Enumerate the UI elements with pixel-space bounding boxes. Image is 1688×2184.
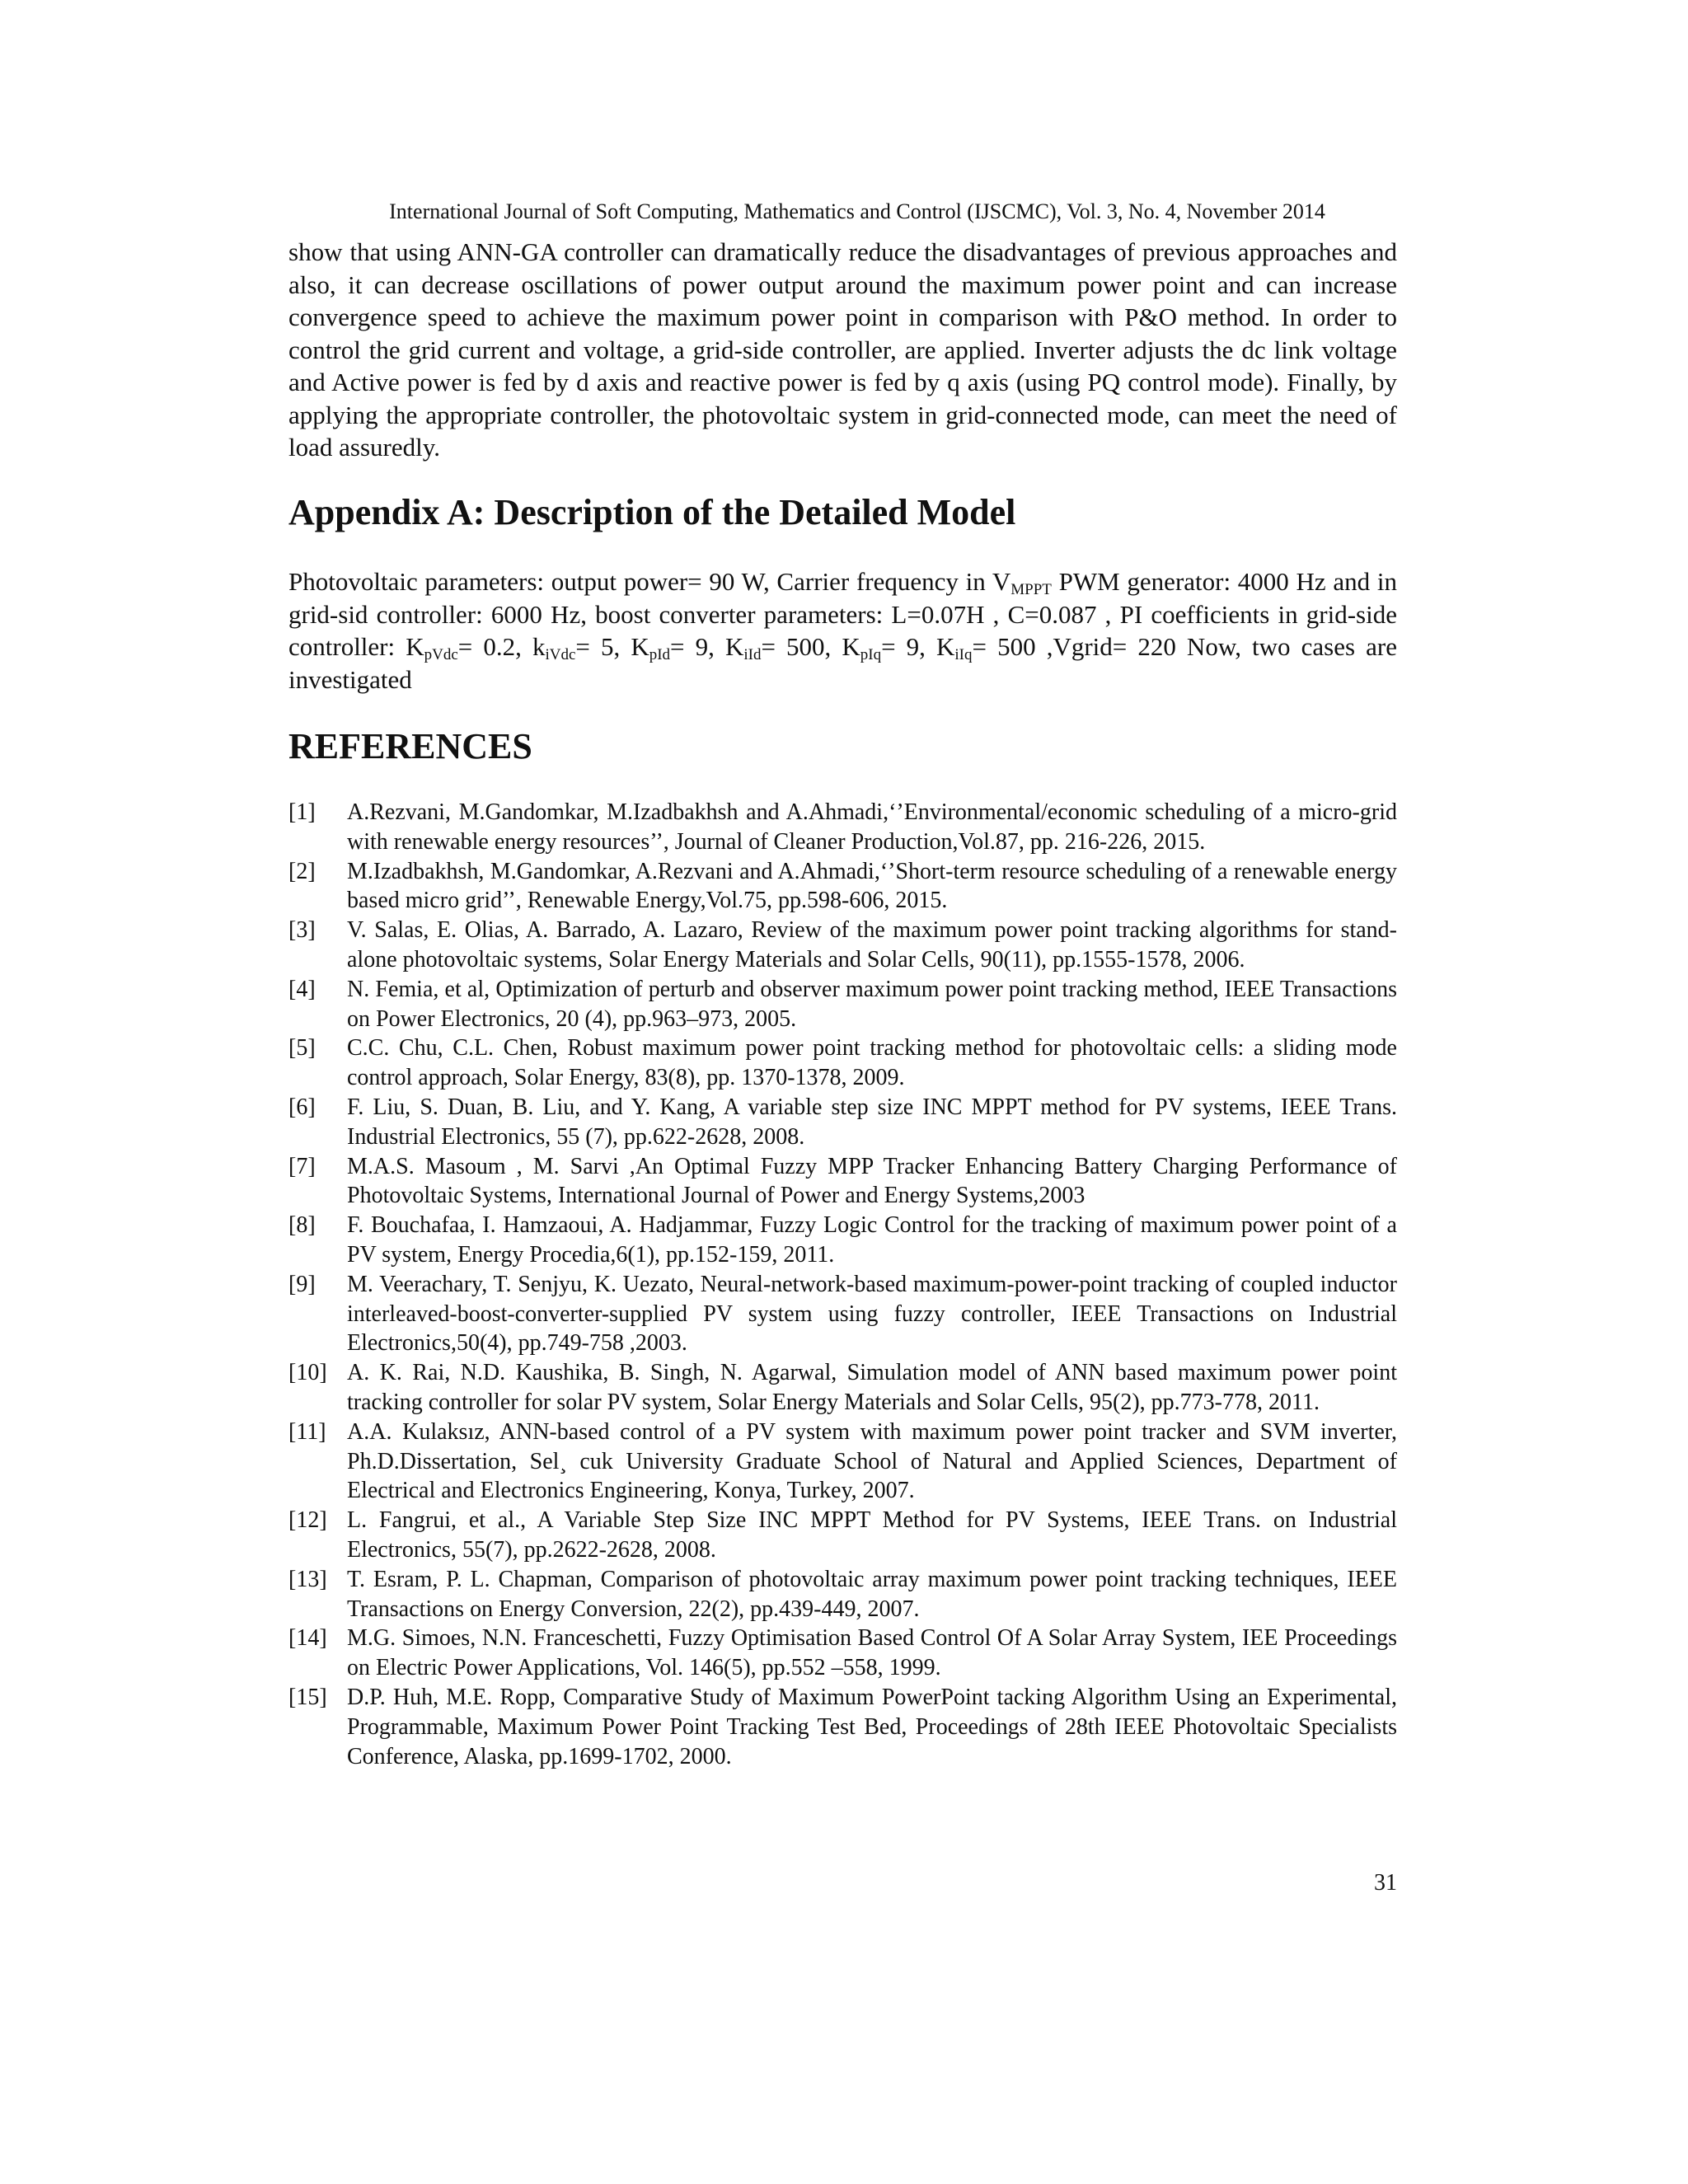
appendix-heading: Appendix A: Description of the Detailed Model [288,492,1016,532]
subscript-pid: pId [649,646,671,663]
reference-number: [2] [288,858,316,884]
reference-text: D.P. Huh, M.E. Ropp, Comparative Study of Maximum PowerPoint tacking Algorithm Using an Experimental, Programmable, Maximum Power Point Tracking Test Bed, Proceedings of 28th IEEE Photovoltaic Specialists Conference, Alaska, pp.1699-1702, 2000. [347,1684,1397,1769]
reference-item [288,1152,1397,1212]
reference-number: [9] [288,1271,316,1297]
reference-number: [13] [288,1566,327,1592]
reference-number: [4] [288,976,316,1002]
subscript-piq: pIq [860,646,882,663]
reference-text: A.A. Kulaksız, ANN-based control of a PV system with maximum power point tracker and SVM inverter, Ph.D.Dissertation, Sel¸ cuk University Graduate School of Natural and Applied Sciences, Department of Electrical and Electronics Engineering, Konya, Turkey, 2007. [347,1418,1397,1504]
reference-number: [7] [288,1153,316,1179]
reference-number: [3] [288,917,316,944]
reference-text: A. K. Rai, N.D. Kaushika, B. Singh, N. Agarwal, Simulation model of ANN based maximum power point tracking controller for solar PV system, Solar Energy Materials and Solar Cells, 95(2), pp.773-778, 2011. [347,1360,1397,1415]
subscript-iiq: iIq [954,646,973,663]
reference-number: [11] [288,1418,326,1445]
reference-text: F. Liu, S. Duan, B. Liu, and Y. Kang, A variable step size INC MPPT method for PV systems, IEEE Trans. Industrial Electronics, 55 (7), pp.622-2628, 2008. [347,1094,1397,1150]
appendix-text-5: = 9, K [670,632,744,661]
reference-item [288,1358,1397,1418]
intro-paragraph: show that using ANN-GA controller can dramatically reduce the disadvantages of previous approaches and also, it can decrease oscillations of power output around the maximum power point and can increase convergence speed to achieve the maximum power point in comparison with P&O method. In order to control the grid current and voltage, a grid-side controller, are applied. Inverter adjusts the dc link voltage and Active power is fed by d axis and reactive power is fed by q axis (using PQ control mode). Finally, by applying the appropriate controller, the photovoltaic system in grid-connected mode, can meet the need of load assuredly. [288,237,1397,462]
reference-item [288,1033,1397,1093]
reference-item [288,1093,1397,1152]
reference-text: T. Esram, P. L. Chapman, Comparison of photovoltaic array maximum power point tracking techniques, IEEE Transactions on Energy Conversion, 22(2), pp.439-449, 2007. [347,1566,1397,1622]
references-heading: REFERENCES [288,726,532,766]
reference-text: A.Rezvani, M.Gandomkar, M.Izadbakhsh and A.Ahmadi,‘’Environmental/economic scheduling of a micro-grid with renewable energy resources’’, Journal of Cleaner Production,Vol.87, pp. 216-226, 2015. [347,799,1397,855]
reference-text: F. Bouchafaa, I. Hamzaoui, A. Hadjammar, Fuzzy Logic Control for the tracking of maximum power point of a PV system, Energy Procedia,6(1), pp.152-159, 2011. [347,1212,1397,1268]
running-header: International Journal of Soft Computing, Mathematics and Control (IJSCMC), Vol. 3, No. 4, November 2014 [389,199,1325,223]
reference-item [288,1683,1397,1771]
reference-item [288,1624,1397,1683]
appendix-text-6: = 500, K [761,632,860,661]
reference-text: V. Salas, E. Olias, A. Barrado, A. Lazaro, Review of the maximum power point tracking algorithms for stand-alone photovoltaic systems, Solar Energy Materials and Solar Cells, 90(11), pp.1555-1578, 2006. [347,917,1397,972]
subscript-mppt: MPPT [1010,581,1052,598]
appendix-text-2: PWM generator: 4000 Hz and in grid-sid controller: 6000 Hz, boost converter parameters: L=0.07H , C=0.087 , PI coefficients in grid-side controller: K [288,567,1397,661]
appendix-text-8: = 500 ,Vgrid= 220 Now, two cases are investigated [288,632,1397,694]
appendix-text-4: = 5, K [575,632,649,661]
appendix-text-3: = 0.2, k [457,632,546,661]
appendix-text-7: = 9, K [881,632,955,661]
reference-number: [1] [288,799,316,825]
reference-number: [8] [288,1212,316,1239]
reference-item [288,1211,1397,1270]
appendix-paragraph [288,565,1397,696]
reference-item [288,1506,1397,1565]
reference-item [288,1270,1397,1358]
subscript-pvdc: pVdc [424,646,458,663]
page-number: 31 [1374,1870,1397,1896]
reference-number: [12] [288,1507,327,1534]
appendix-text-1: Photovoltaic parameters: output power= 90 W, Carrier frequency in V [288,567,1011,596]
reference-number: [14] [288,1625,327,1652]
reference-item [288,1418,1397,1506]
reference-text: M.G. Simoes, N.N. Franceschetti, Fuzzy Optimisation Based Control Of A Solar Array System, IEE Proceedings on Electric Power Applications, Vol. 146(5), pp.552 –558, 1999. [347,1625,1397,1681]
reference-number: [10] [288,1360,327,1386]
reference-item [288,1565,1397,1624]
reference-item [288,975,1397,1034]
reference-text: L. Fangrui, et al., A Variable Step Size INC MPPT Method for PV Systems, IEEE Trans. on Industrial Electronics, 55(7), pp.2622-2628, 2008. [347,1507,1397,1563]
reference-text: C.C. Chu, C.L. Chen, Robust maximum power point tracking method for photovoltaic cells: a sliding mode control approach, Solar Energy, 83(8), pp. 1370-1378, 2009. [347,1035,1397,1091]
subscript-iid: iId [743,646,762,663]
reference-text: M. Veerachary, T. Senjyu, K. Uezato, Neural-network-based maximum-power-point tracking of coupled inductor interleaved-boost-converter-supplied PV system using fuzzy controller, IEEE Transactions on Industrial Electronics,50(4), pp.749-758 ,2003. [347,1271,1397,1357]
reference-number: [5] [288,1035,316,1062]
reference-number: [15] [288,1684,327,1710]
reference-text: N. Femia, et al, Optimization of perturb and observer maximum power point tracking method, IEEE Transactions on Power Electronics, 20 (4), pp.963–973, 2005. [347,976,1397,1032]
reference-text: M.Izadbakhsh, M.Gandomkar, A.Rezvani and A.Ahmadi,‘’Short-term resource scheduling of a renewable energy based micro grid’’, Renewable Energy,Vol.75, pp.598-606, 2015. [347,858,1397,914]
reference-list [288,798,1397,1771]
reference-item [288,857,1397,916]
reference-text: M.A.S. Masoum , M. Sarvi ,An Optimal Fuzzy MPP Tracker Enhancing Battery Charging Performance of Photovoltaic Systems, International Journal of Power and Energy Systems,2003 [347,1153,1397,1209]
subscript-ivdc: iVdc [545,646,576,663]
reference-item [288,798,1397,857]
reference-item [288,916,1397,975]
reference-number: [6] [288,1094,316,1120]
